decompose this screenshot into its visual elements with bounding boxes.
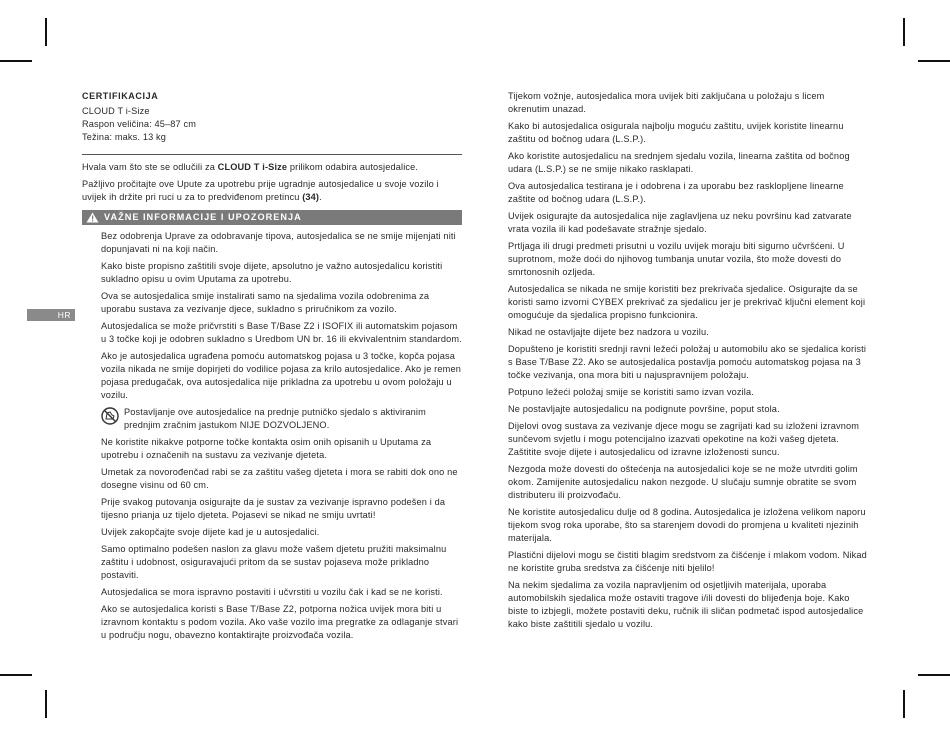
- language-tab: HR: [27, 309, 75, 321]
- warning-paragraph: Uvijek zakopčajte svoje dijete kad je u autosjedalici.: [101, 527, 320, 537]
- warning-paragraph: Samo optimalno podešen naslon za glavu može vašem djetetu pružiti maksimalnu zaštitu i udobnost, osiguravajući pritom da se sustav pojaseva može prikladno postaviti.: [101, 544, 447, 580]
- warning-paragraph: Autosjedalica se mora ispravno postaviti i učvrstiti u vozilu čak i kad se ne koristi.: [101, 587, 443, 597]
- crop-mark: [918, 60, 950, 62]
- crop-mark: [45, 18, 47, 46]
- crop-mark: [918, 674, 950, 676]
- warning-paragraph: Bez odobrenja Uprave za odobravanje tipova, autosjedalica se ne smije mijenjati niti dopunjavati ni na koji način.: [101, 231, 456, 254]
- divider: [82, 154, 462, 155]
- warning-paragraph: Ne koristite autosjedalicu dulje od 8 godina. Autosjedalica je izložena velikom naporu tijekom svog roka uporabe, što sa starenjem dovodi do promjena u kvaliteti njezinih materijala.: [508, 507, 866, 543]
- right-column: [508, 90, 868, 635]
- weight-limit: Težina: maks. 13 kg: [82, 132, 167, 142]
- warning-paragraph: Dijelovi ovog sustava za vezivanje djece mogu se zagrijati kad su izloženi izravnom sunčevom svjetlu i mogu potencijalno izazvati opekotine na koži vašeg djeteta. Zaštitite svoje dijete i autosjedalicu od izravne izloženosti suncu.: [508, 421, 860, 457]
- airbag-warning-text: Postavljanje ove autosjedalice na prednje putničko sjedalo s aktiviranim prednjim zračnim jastukom NIJE DOZVOLJENO.: [124, 407, 426, 430]
- warning-paragraph: Autosjedalica se može pričvrstiti s Base T/Base Z2 i ISOFIX ili automatskim pojasom u 3 točke koji je odobren sukladno s Uredbom UN br. 16 ili ekvivalentnim standardom.: [101, 321, 462, 344]
- size-range: Raspon veličina: 45–87 cm: [82, 119, 197, 129]
- warning-paragraph: Dopušteno je koristiti srednji ravni ležeći položaj u automobilu ako se sjedalica koristi s Base T/Base Z2. Ako se autosjedalica postavlja pomoću automatskog pojasa na 3 točke vezivanja, ona mora biti u najuspravnijem položaju.: [508, 344, 867, 380]
- warning-title: VAŽNE INFORMACIJE I UPOZORENJA: [104, 212, 302, 222]
- warning-list-b: [82, 436, 462, 642]
- crop-mark: [45, 690, 47, 718]
- warning-paragraph: Prije svakog putovanja osigurajte da je sustav za vezivanje ispravno podešen i da tijesno prianja uz tijelo djeteta. Pojasevi se nikad ne smiju uvrtati!: [101, 497, 446, 520]
- warning-paragraph: Ne postavljajte autosjedalicu na podignute površine, poput stola.: [508, 404, 780, 414]
- warning-paragraph: Kako bi autosjedalica osigurala najbolju moguću zaštitu, uvijek koristite linearnu zaštitu od bočnog udara (L.S.P.).: [508, 121, 844, 144]
- warning-paragraph: Prtljaga ili drugi predmeti prisutni u vozilu uvijek moraju biti sigurno učvršćeni. U suprotnom, može doći do njihovog tumbanja unutar vozila, što može dovesti do smrtonosnih ozljeda.: [508, 241, 845, 277]
- warning-paragraph: Kako biste propisno zaštitili svoje dijete, apsolutno je važno autosjedalicu koristiti sukladno opisu u ovim Uputama za upotrebu.: [101, 261, 443, 284]
- crop-mark: [903, 18, 905, 46]
- warning-paragraph: Ova autosjedalica testirana je i odobrena i za uporabu bez rasklopljene linearne zaštite od bočnog udara (L.S.P.).: [508, 181, 844, 204]
- left-column: [82, 90, 462, 646]
- warning-paragraph: Tijekom vožnje, autosjedalica mora uvijek biti zaključana u položaju s licem okrenutim unazad.: [508, 91, 825, 114]
- warning-paragraph: Umetak za novorođenčad rabi se za zaštitu vašeg djeteta i mora se rabiti dok ono ne dosegne visinu od 60 cm.: [101, 467, 458, 490]
- warning-icon: [86, 212, 99, 223]
- product-name: CLOUD T i-Size: [82, 106, 150, 116]
- airbag-warning: [101, 406, 462, 432]
- warning-paragraph: Nikad ne ostavljajte dijete bez nadzora u vozilu.: [508, 327, 709, 337]
- warning-paragraph: Uvijek osigurajte da autosjedalica nije zaglavljena uz neku površinu kad zatvarate vrata vozila ili kad podešavate stražnje sjedalo.: [508, 211, 852, 234]
- crop-mark: [903, 690, 905, 718]
- warning-paragraph: Ne koristite nikakve potporne točke kontakta osim onih opisanih u Uputama za upotrebu i označenih na sustavu za vezivanje djeteta.: [101, 437, 432, 460]
- warning-paragraph: Na nekim sjedalima za vozila napravljenim od osjetljivih materijala, uporaba automobilskih sjedalica može ostaviti tragove i/ili dovesti do blijeđenja boje. Kako biste to izbjegli, možete postaviti deku, ručnik ili sličan podmetač ispod autosjedalice kako biste zaštitili sjedalo u vozilu.: [508, 580, 864, 629]
- warning-paragraph: Ako se autosjedalica koristi s Base T/Base Z2, potporna nožica uvijek mora biti u izravnom kontaktu s podom vozila. Ako vaše vozilo ima pregratke za odlaganje stvari u području nogu, obavezno kontaktirajte proizvođača vozila.: [101, 604, 459, 640]
- warning-paragraph: Nezgoda može dovesti do oštećenja na autosjedalici koje se ne može utvrditi golim okom. Zamijenite autosjedalicu nakon nezgode. U slučaju sumnje obratite se svom distributeru ili proizvođaču.: [508, 464, 858, 500]
- certification-block: [82, 90, 462, 144]
- warning-paragraph: Ako je autosjedalica ugrađena pomoću automatskog pojasa u 3 točke, kopča pojasa vozila nikada ne smije dopirjeti do vodilice pojasa za krilo autosjedalice. Ako je remen pojasa predugačak, ova autosjedalica nije prikladna za upotrebu u ovom položaju u vozilu.: [101, 351, 461, 400]
- warning-paragraph: Potpuno ležeći položaj smije se koristiti samo izvan vozila.: [508, 387, 754, 397]
- warning-paragraph: Ova se autosjedalica smije instalirati samo na sjedalima vozila odobrenima za uporabu sustava za vezivanje djece, sukladno s priručnikom za vozilo.: [101, 291, 430, 314]
- warning-header: [82, 210, 462, 225]
- warning-paragraph: Autosjedalica se nikada ne smije koristiti bez prekrivača sjedalice. Osigurajte da se koristi samo izvorni CYBEX prekrivač za sjedalicu jer je prekrivač ključni element koji omogućuje da sjedalica propisno funkcionira.: [508, 284, 866, 320]
- warning-paragraph: Plastični dijelovi mogu se čistiti blagim sredstvom za čišćenje i mlakom vodom. Nikad ne koristite gruba sredstva za čišćenje niti bjelilo!: [508, 550, 867, 573]
- certification-title: CERTIFIKACIJA: [82, 91, 159, 101]
- warning-paragraph: Ako koristite autosjedalicu na srednjem sjedalu vozila, linearna zaštita od bočnog udara (L.S.P.) se ne smije nikako rasklapati.: [508, 151, 850, 174]
- crop-mark: [0, 60, 32, 62]
- intro-read: Pažljivo pročitajte ove Upute za upotrebu prije ugradnje autosjedalice u svoje vozilo i uvijek ih držite pri ruci u za to predviđenom pretincu (34).: [82, 179, 439, 202]
- no-airbag-icon: [101, 407, 119, 425]
- crop-mark: [0, 674, 32, 676]
- intro-thanks: Hvala vam što ste se odlučili za CLOUD T i-Size prilikom odabira autosjedalice.: [82, 162, 419, 172]
- warning-list-a: [82, 230, 462, 402]
